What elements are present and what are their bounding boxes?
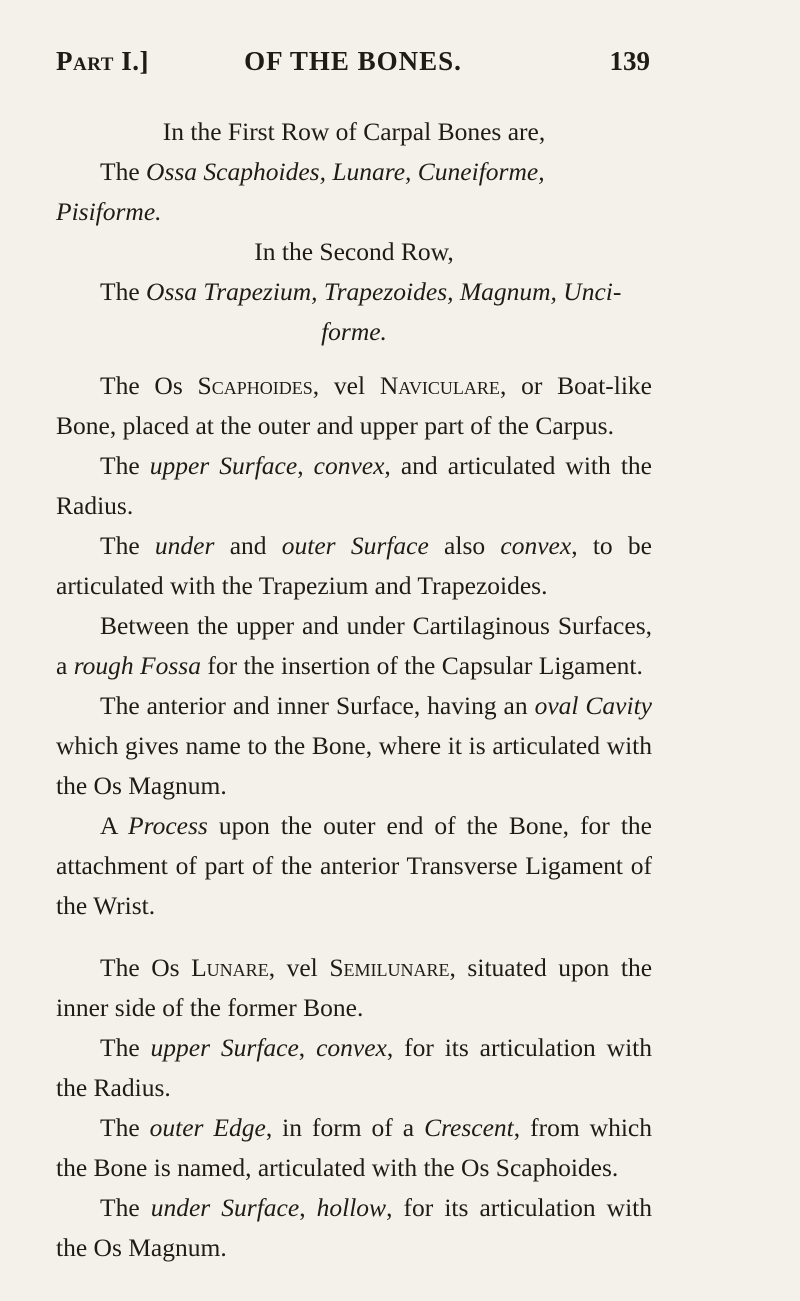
scaphoides-cavity: The anterior and inner Surface, having an oval Cavity which gives name to the Bone, where it is articulated with the Os Magnum. <box>56 691 652 800</box>
page-body <box>56 112 652 1268</box>
scaphoides-paragraph: The Os Scaphoides, vel Naviculare, or Boat-like Bone, placed at the outer and upper part of the Carpus. <box>56 371 653 440</box>
lunare-paragraph: The Os Lunare, vel Semilunare, situated upon the inner side of the former Bone. <box>56 953 653 1022</box>
lunare-under-surface: The under Surface, hollow, for its articulation with the Os Magnum. <box>56 1193 653 1262</box>
scaphoides-under-surface: The under and outer Surface also convex, to be articulated with the Trapezium and Trapezoides. <box>56 531 653 600</box>
part-label: Part I.] <box>56 46 149 76</box>
scaphoides-fossa: Between the upper and under Cartilaginous Surfaces, a rough Fossa for the insertion of the Capsular Ligament. <box>56 611 652 680</box>
lunare-upper-surface: The upper Surface, convex, for its articulation with the Radius. <box>56 1033 653 1102</box>
second-row-list-continued: forme. <box>321 317 387 346</box>
first-row-heading: In the First Row of Carpal Bones are, <box>162 117 546 146</box>
second-row-heading: In the Second Row, <box>254 237 454 266</box>
scaphoides-process: A Process upon the outer end of the Bone, for the attachment of part of the anterior Transverse Ligament of the Wrist. <box>56 811 652 920</box>
first-row-list: The Ossa Scaphoides, Lunare, Cuneiforme, Pisiforme. <box>56 157 545 226</box>
header-title: OF THE BONES. <box>244 46 462 76</box>
running-header <box>56 46 650 90</box>
page-number: 139 <box>609 46 650 76</box>
second-row-list: The Ossa Trapezium, Trapezoides, Magnum, Unci- <box>100 277 622 306</box>
scaphoides-upper-surface: The upper Surface, convex, and articulated with the Radius. <box>56 451 652 520</box>
lunare-outer-edge: The outer Edge, in form of a Crescent, from which the Bone is named, articulated with the Os Scaphoides. <box>56 1113 652 1182</box>
